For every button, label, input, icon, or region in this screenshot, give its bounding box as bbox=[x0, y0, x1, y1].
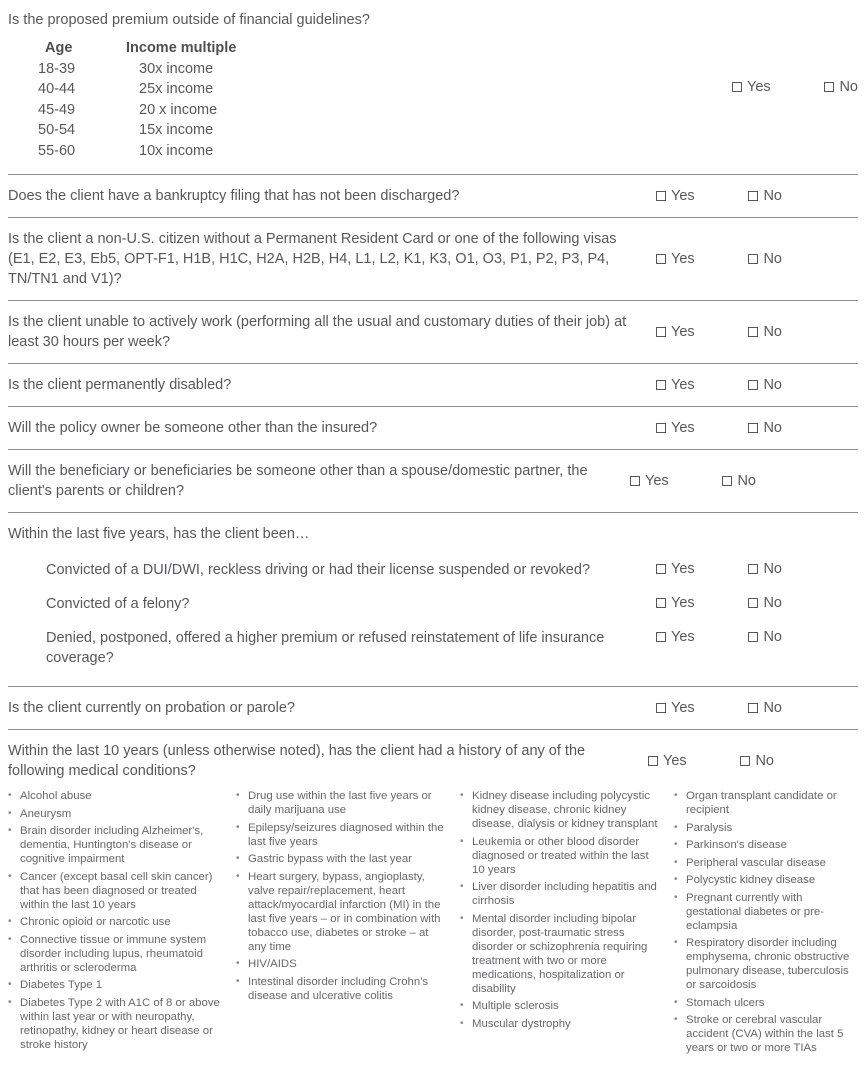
no-label: No bbox=[763, 700, 782, 716]
yes-label: Yes bbox=[663, 753, 687, 769]
income-multiple-cell: 15x income bbox=[139, 122, 214, 138]
yes-no-group bbox=[656, 420, 782, 436]
table-row bbox=[38, 141, 732, 162]
medical-condition-text: Diabetes Type 1 bbox=[20, 979, 103, 991]
yes-option[interactable] bbox=[630, 473, 669, 489]
age-cell: 55-60 bbox=[38, 142, 76, 159]
no-label: No bbox=[839, 78, 858, 95]
no-option[interactable] bbox=[748, 561, 782, 577]
medical-condition-item bbox=[236, 975, 453, 1003]
yes-option[interactable] bbox=[656, 595, 695, 611]
yes-checkbox[interactable] bbox=[656, 423, 666, 433]
bullet-icon: • bbox=[674, 996, 678, 1008]
medical-condition-item bbox=[8, 978, 229, 992]
income-multiple-cell: 30x income bbox=[139, 60, 214, 77]
no-option[interactable] bbox=[748, 324, 782, 340]
question-last-five-years bbox=[8, 513, 858, 687]
bullet-icon: • bbox=[8, 996, 12, 1008]
yes-option[interactable] bbox=[732, 79, 771, 95]
medical-condition-item bbox=[674, 821, 858, 835]
no-label: No bbox=[763, 420, 782, 436]
bullet-icon: • bbox=[674, 839, 678, 850]
question-text: Will the beneficiary or beneficiaries be someone other than a spouse/domestic partner, the client's parents or children? bbox=[8, 463, 588, 499]
bullet-icon: • bbox=[8, 807, 12, 819]
bullet-icon: • bbox=[8, 790, 12, 801]
yes-label: Yes bbox=[671, 188, 695, 204]
yes-no-group bbox=[656, 700, 782, 716]
yes-option[interactable] bbox=[656, 251, 695, 267]
medical-condition-item bbox=[460, 1017, 667, 1031]
bullet-icon: • bbox=[674, 1014, 678, 1025]
bullet-icon: • bbox=[674, 937, 678, 948]
yes-label: Yes bbox=[671, 629, 695, 645]
no-option[interactable] bbox=[748, 629, 782, 645]
no-checkbox[interactable] bbox=[748, 632, 758, 642]
question-text: Is the proposed premium outside of financial guidelines? bbox=[8, 12, 370, 28]
table-row bbox=[38, 100, 732, 121]
question-text: Is the client a non-U.S. citizen without a Permanent Resident Card or one of the following visas (E1, E2, E3, Eb5, OPT-F1, H1B, H1C, H2A, H2B, H4, L1, L2, K1, K3, O1, O3, P1, P2, P3, P4, TN/TN1 and V1)? bbox=[8, 231, 617, 287]
bullet-icon: • bbox=[460, 1017, 464, 1029]
medical-condition-text: Polycystic kidney disease bbox=[686, 874, 816, 886]
question-bankruptcy bbox=[8, 175, 858, 218]
yes-label: Yes bbox=[671, 420, 695, 436]
age-cell: 40-44 bbox=[38, 81, 76, 97]
medical-condition-text: Heart surgery, bypass, angioplasty, valve repair/replacement, heart attack/myocardial infarction (MI) in the last five years – or in combination with tobacco use, diabetes or stroke – at any time bbox=[248, 870, 441, 953]
medical-condition-text: Organ transplant candidate or recipient bbox=[686, 790, 837, 816]
no-label: No bbox=[763, 595, 782, 611]
question-permanently-disabled bbox=[8, 364, 858, 407]
no-option[interactable] bbox=[748, 377, 782, 393]
no-option[interactable] bbox=[748, 700, 782, 716]
medical-conditions-column-2 bbox=[236, 789, 453, 1059]
medical-condition-item bbox=[8, 996, 229, 1052]
question-financial-guidelines bbox=[8, 2, 858, 175]
question-text: Is the client currently on probation or parole? bbox=[8, 700, 295, 716]
no-label: No bbox=[763, 561, 782, 577]
no-checkbox[interactable] bbox=[824, 82, 834, 92]
bullet-icon: • bbox=[460, 1000, 464, 1011]
yes-option[interactable] bbox=[656, 377, 695, 393]
question-text: Will the policy owner be someone other than the insured? bbox=[8, 420, 378, 436]
no-option[interactable] bbox=[748, 595, 782, 611]
yes-option[interactable] bbox=[648, 753, 687, 769]
question-medical-history bbox=[8, 730, 858, 1070]
bullet-icon: • bbox=[236, 975, 240, 987]
table-row bbox=[38, 59, 732, 80]
medical-condition-text: Kidney disease including polycystic kidney disease, chronic kidney disease, dialysis or kidney transplant bbox=[472, 790, 658, 830]
yes-option[interactable] bbox=[656, 700, 695, 716]
question-policy-owner bbox=[8, 407, 858, 450]
yes-checkbox[interactable] bbox=[732, 82, 742, 92]
medical-conditions-grid bbox=[8, 789, 858, 1059]
bullet-icon: • bbox=[460, 835, 464, 847]
medical-conditions-column-4 bbox=[674, 789, 858, 1059]
question-text: Convicted of a DUI/DWI, reckless driving or had their license suspended or revoked? bbox=[46, 562, 591, 578]
table-body bbox=[38, 59, 732, 162]
yes-no-group bbox=[656, 251, 782, 267]
bullet-icon: • bbox=[236, 790, 240, 801]
section-intro: Within the last five years, has the client been… bbox=[8, 526, 310, 542]
medical-condition-text: Paralysis bbox=[686, 821, 733, 834]
medical-condition-item bbox=[236, 789, 453, 817]
yes-option[interactable] bbox=[656, 420, 695, 436]
medical-condition-item bbox=[8, 933, 229, 975]
bullet-icon: • bbox=[8, 916, 12, 927]
medical-condition-text: Liver disorder including hepatitis and cirrhosis bbox=[472, 881, 657, 907]
medical-condition-text: Epilepsy/seizures diagnosed within the last five years bbox=[248, 821, 444, 848]
no-label: No bbox=[763, 377, 782, 393]
no-checkbox[interactable] bbox=[748, 191, 758, 201]
medical-condition-text: Intestinal disorder including Crohn's disease and ulcerative colitis bbox=[248, 975, 429, 1002]
bullet-icon: • bbox=[674, 856, 678, 868]
table-row bbox=[38, 120, 732, 141]
medical-condition-item bbox=[674, 996, 858, 1010]
bullet-icon: • bbox=[460, 790, 464, 801]
yes-option[interactable] bbox=[656, 629, 695, 645]
medical-condition-text: Chronic opioid or narcotic use bbox=[20, 916, 171, 928]
no-label: No bbox=[763, 629, 782, 645]
medical-condition-item bbox=[460, 880, 667, 908]
income-multiple-cell: 20 x income bbox=[139, 101, 218, 118]
medical-condition-text: Diabetes Type 2 with A1C of 8 or above within last year or with neuropathy, retinopathy, kidney or heart disease or stroke history bbox=[20, 996, 220, 1051]
bullet-icon: • bbox=[674, 821, 678, 833]
medical-condition-item bbox=[674, 856, 858, 870]
no-option[interactable] bbox=[824, 79, 858, 95]
medical-condition-item bbox=[460, 835, 667, 877]
question-text: Is the client unable to actively work (performing all the usual and customary duties of their job) at least 30 hours per week? bbox=[8, 314, 627, 350]
income-multiple-table bbox=[38, 38, 732, 161]
question-beneficiary bbox=[8, 450, 858, 513]
question-text: Convicted of a felony? bbox=[46, 596, 190, 612]
medical-condition-item bbox=[236, 852, 453, 866]
no-checkbox[interactable] bbox=[722, 476, 732, 486]
question-text: Does the client have a bankruptcy filing that has not been discharged? bbox=[8, 188, 460, 204]
medical-condition-item bbox=[236, 821, 453, 849]
question-probation-parole bbox=[8, 687, 858, 730]
bullet-icon: • bbox=[236, 853, 240, 864]
age-cell: 45-49 bbox=[38, 101, 76, 118]
bullet-icon: • bbox=[236, 870, 240, 882]
bullet-icon: • bbox=[236, 958, 240, 969]
yes-no-group bbox=[656, 188, 782, 204]
medical-condition-item bbox=[460, 999, 667, 1013]
no-checkbox[interactable] bbox=[748, 327, 758, 337]
medical-condition-item bbox=[8, 915, 229, 929]
medical-condition-item bbox=[674, 873, 858, 887]
table-header-row bbox=[38, 38, 732, 59]
yes-no-group bbox=[656, 377, 782, 393]
yes-no-group bbox=[648, 753, 774, 769]
no-label: No bbox=[763, 188, 782, 204]
yes-option[interactable] bbox=[656, 324, 695, 340]
medical-conditions-column-3 bbox=[460, 789, 667, 1059]
yes-checkbox[interactable] bbox=[648, 756, 658, 766]
yes-checkbox[interactable] bbox=[656, 598, 666, 608]
question-text: Within the last 10 years (unless otherwise noted), has the client had a history of any of the following medical conditions? bbox=[8, 743, 586, 779]
yes-no-group bbox=[656, 629, 782, 645]
medical-condition-text: Connective tissue or immune system disorder including lupus, rheumatoid arthritis or scleroderma bbox=[20, 933, 207, 974]
no-checkbox[interactable] bbox=[748, 598, 758, 608]
medical-condition-text: Mental disorder including bipolar disorder, post-traumatic stress disorder or schizophrenia requiring treatment with two or more medications, hospitalization or disability bbox=[472, 912, 648, 995]
bullet-icon: • bbox=[674, 790, 678, 801]
bullet-icon: • bbox=[8, 933, 12, 945]
yes-no-group bbox=[656, 595, 782, 611]
bullet-icon: • bbox=[8, 870, 12, 882]
medical-condition-item bbox=[674, 936, 858, 992]
yes-label: Yes bbox=[671, 324, 695, 340]
no-label: No bbox=[737, 473, 756, 489]
yes-checkbox[interactable] bbox=[656, 254, 666, 264]
medical-condition-item bbox=[8, 789, 229, 803]
yes-label: Yes bbox=[645, 473, 669, 489]
yes-no-group bbox=[656, 324, 782, 340]
question-unable-to-work bbox=[8, 301, 858, 364]
yes-no-group bbox=[656, 561, 782, 577]
table-row bbox=[38, 79, 732, 100]
income-multiple-cell: 10x income bbox=[139, 142, 214, 159]
yes-label: Yes bbox=[671, 377, 695, 393]
yes-option[interactable] bbox=[656, 561, 695, 577]
medical-condition-item bbox=[8, 870, 229, 912]
medical-condition-text: HIV/AIDS bbox=[248, 958, 297, 970]
no-checkbox[interactable] bbox=[748, 423, 758, 433]
medical-condition-item bbox=[8, 824, 229, 866]
yes-label: Yes bbox=[671, 595, 695, 611]
medical-condition-text: Multiple sclerosis bbox=[472, 1000, 559, 1012]
yes-checkbox[interactable] bbox=[656, 703, 666, 713]
medical-condition-text: Leukemia or other blood disorder diagnosed or treated within the last 10 years bbox=[472, 835, 649, 876]
yes-no-group bbox=[630, 473, 756, 489]
medical-condition-text: Respiratory disorder including emphysema, chronic obstructive pulmonary disease, tuberculosis or sarcoidosis bbox=[686, 937, 850, 991]
medical-condition-text: Drug use within the last five years or daily marijuana use bbox=[248, 790, 432, 816]
medical-condition-text: Gastric bypass with the last year bbox=[248, 853, 412, 865]
no-checkbox[interactable] bbox=[740, 756, 750, 766]
bullet-icon: • bbox=[236, 821, 240, 833]
yes-label: Yes bbox=[671, 251, 695, 267]
age-cell: 18-39 bbox=[38, 60, 76, 77]
no-option[interactable] bbox=[740, 753, 774, 769]
question-non-us-citizen bbox=[8, 218, 858, 301]
age-cell: 50-54 bbox=[38, 122, 76, 138]
medical-condition-item bbox=[8, 807, 229, 821]
question-text: Is the client permanently disabled? bbox=[8, 377, 232, 393]
yes-checkbox[interactable] bbox=[656, 564, 666, 574]
medical-condition-item bbox=[674, 891, 858, 933]
table-header-age: Age bbox=[45, 40, 73, 56]
no-checkbox[interactable] bbox=[748, 564, 758, 574]
medical-condition-item bbox=[674, 789, 858, 817]
question-text: Denied, postponed, offered a higher premium or refused reinstatement of life insurance coverage? bbox=[46, 630, 605, 666]
table-header-income-multiple: Income multiple bbox=[126, 40, 237, 56]
no-option[interactable] bbox=[748, 251, 782, 267]
medical-condition-item bbox=[236, 957, 453, 971]
yes-checkbox[interactable] bbox=[656, 327, 666, 337]
bullet-icon: • bbox=[460, 881, 464, 892]
subquestion-felony bbox=[8, 587, 858, 621]
no-option[interactable] bbox=[748, 188, 782, 204]
subquestion-dui-dwi bbox=[8, 553, 858, 587]
medical-condition-text: Brain disorder including Alzheimer's, dementia, Huntington's disease or cognitive impairment bbox=[20, 825, 204, 865]
medical-condition-item bbox=[674, 838, 858, 852]
bullet-icon: • bbox=[674, 891, 678, 903]
subquestion-denied-postponed bbox=[8, 621, 858, 675]
no-label: No bbox=[763, 324, 782, 340]
yes-checkbox[interactable] bbox=[656, 380, 666, 390]
no-label: No bbox=[755, 753, 774, 769]
no-label: No bbox=[763, 251, 782, 267]
no-option[interactable] bbox=[722, 473, 756, 489]
bullet-icon: • bbox=[8, 979, 12, 990]
medical-condition-item bbox=[460, 912, 667, 996]
medical-condition-text: Peripheral vascular disease bbox=[686, 856, 826, 869]
medical-condition-text: Alcohol abuse bbox=[20, 790, 92, 802]
medical-condition-item bbox=[236, 870, 453, 954]
medical-conditions-column-1 bbox=[8, 789, 229, 1059]
medical-condition-text: Parkinson's disease bbox=[686, 839, 787, 851]
no-checkbox[interactable] bbox=[748, 254, 758, 264]
yes-option[interactable] bbox=[656, 188, 695, 204]
medical-condition-text: Stomach ulcers bbox=[686, 996, 765, 1009]
no-checkbox[interactable] bbox=[748, 380, 758, 390]
medical-condition-text: Aneurysm bbox=[20, 807, 72, 820]
yes-checkbox[interactable] bbox=[656, 632, 666, 642]
medical-condition-text: Pregnant currently with gestational diabetes or pre-eclampsia bbox=[686, 891, 825, 932]
yes-no-group bbox=[732, 79, 858, 95]
yes-label: Yes bbox=[747, 78, 771, 95]
yes-checkbox[interactable] bbox=[656, 191, 666, 201]
medical-condition-text: Stroke or cerebral vascular accident (CVA) within the last 5 years or two or more TIAs bbox=[686, 1014, 844, 1054]
yes-checkbox[interactable] bbox=[630, 476, 640, 486]
bullet-icon: • bbox=[8, 825, 12, 836]
yes-label: Yes bbox=[671, 700, 695, 716]
no-checkbox[interactable] bbox=[748, 703, 758, 713]
no-option[interactable] bbox=[748, 420, 782, 436]
medical-condition-item bbox=[460, 789, 667, 831]
bullet-icon: • bbox=[674, 874, 678, 885]
income-multiple-cell: 25x income bbox=[139, 81, 214, 97]
bullet-icon: • bbox=[460, 912, 464, 924]
medical-condition-text: Cancer (except basal cell skin cancer) that has been diagnosed or treated within the last 10 years bbox=[20, 870, 213, 911]
medical-condition-text: Muscular dystrophy bbox=[472, 1017, 571, 1030]
yes-label: Yes bbox=[671, 561, 695, 577]
medical-condition-item bbox=[674, 1013, 858, 1055]
